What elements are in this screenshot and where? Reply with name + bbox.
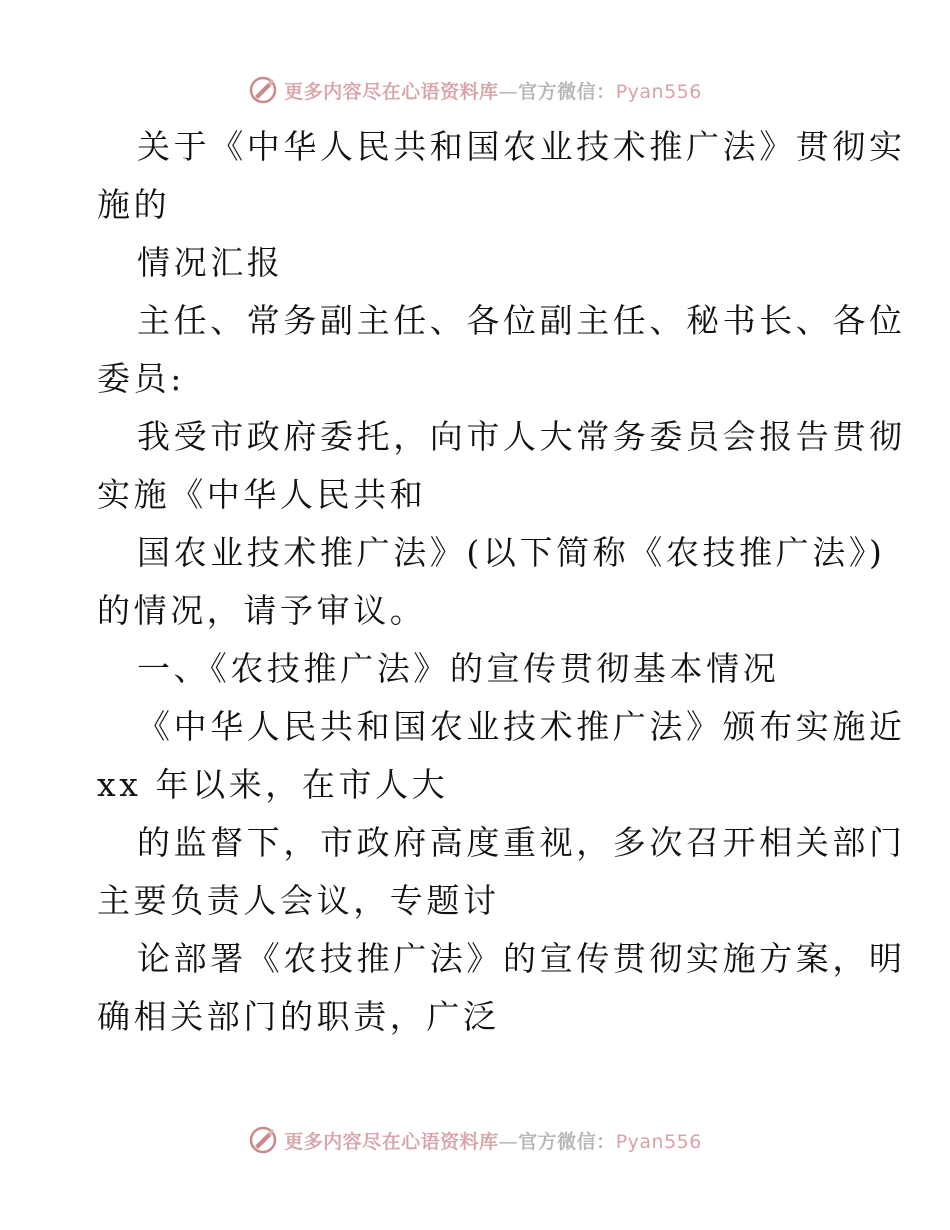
salutation-line-1: 主任、常务副主任、各位副主任、秘书长、各位	[137, 301, 906, 340]
watermark-dash: —	[498, 80, 519, 103]
paragraph-1-line-1: 我受市政府委托，向市人大常务委员会报告贯彻	[137, 417, 906, 456]
header-watermark	[0, 70, 950, 110]
watermark-logo-icon	[248, 1125, 278, 1155]
watermark-main-text: 更多内容尽在心语资料库	[284, 80, 499, 103]
salutation-line-2: 委员:	[97, 359, 185, 398]
paragraph-1-line-3: 国农业技术推广法》(以下简称《农技推广法》)	[137, 533, 886, 572]
footer-watermark	[0, 1120, 950, 1160]
watermark-official-label: 官方微信：	[518, 1130, 616, 1153]
watermark-logo-icon	[248, 75, 278, 105]
title-line-3: 情况汇报	[137, 243, 284, 282]
paragraph-1-line-2: 实施《中华人民共和	[97, 475, 427, 514]
watermark-main-text: 更多内容尽在心语资料库	[284, 1130, 499, 1153]
section-heading-1: 一、《农技推广法》的宣传贯彻基本情况	[137, 649, 780, 688]
paragraph-2-line-5: 论部署《农技推广法》的宣传贯彻实施方案，明	[137, 939, 906, 978]
watermark-dash: —	[498, 1130, 519, 1153]
watermark-wechat-id: Pyan556	[615, 1130, 702, 1153]
title-line-1: 关于《中华人民共和国农业技术推广法》贯彻实	[137, 127, 906, 166]
document-body	[97, 118, 906, 1046]
paragraph-1-line-4: 的情况，请予审议。	[97, 591, 427, 630]
watermark-official-label: 官方微信：	[518, 80, 616, 103]
watermark-text	[284, 77, 702, 104]
paragraph-2-line-1: 《中华人民共和国农业技术推广法》颁布实施近	[137, 707, 906, 746]
paragraph-2-line-3: 的监督下，市政府高度重视，多次召开相关部门	[137, 823, 906, 862]
paragraph-2-line-4: 主要负责人会议，专题讨	[97, 881, 500, 920]
paragraph-2-line-2: xx 年以来，在市人大	[97, 765, 449, 804]
paragraph-2-line-6: 确相关部门的职责，广泛	[97, 997, 500, 1036]
title-line-2: 施的	[97, 185, 171, 224]
watermark-text	[284, 1127, 702, 1154]
watermark-wechat-id: Pyan556	[615, 80, 702, 103]
